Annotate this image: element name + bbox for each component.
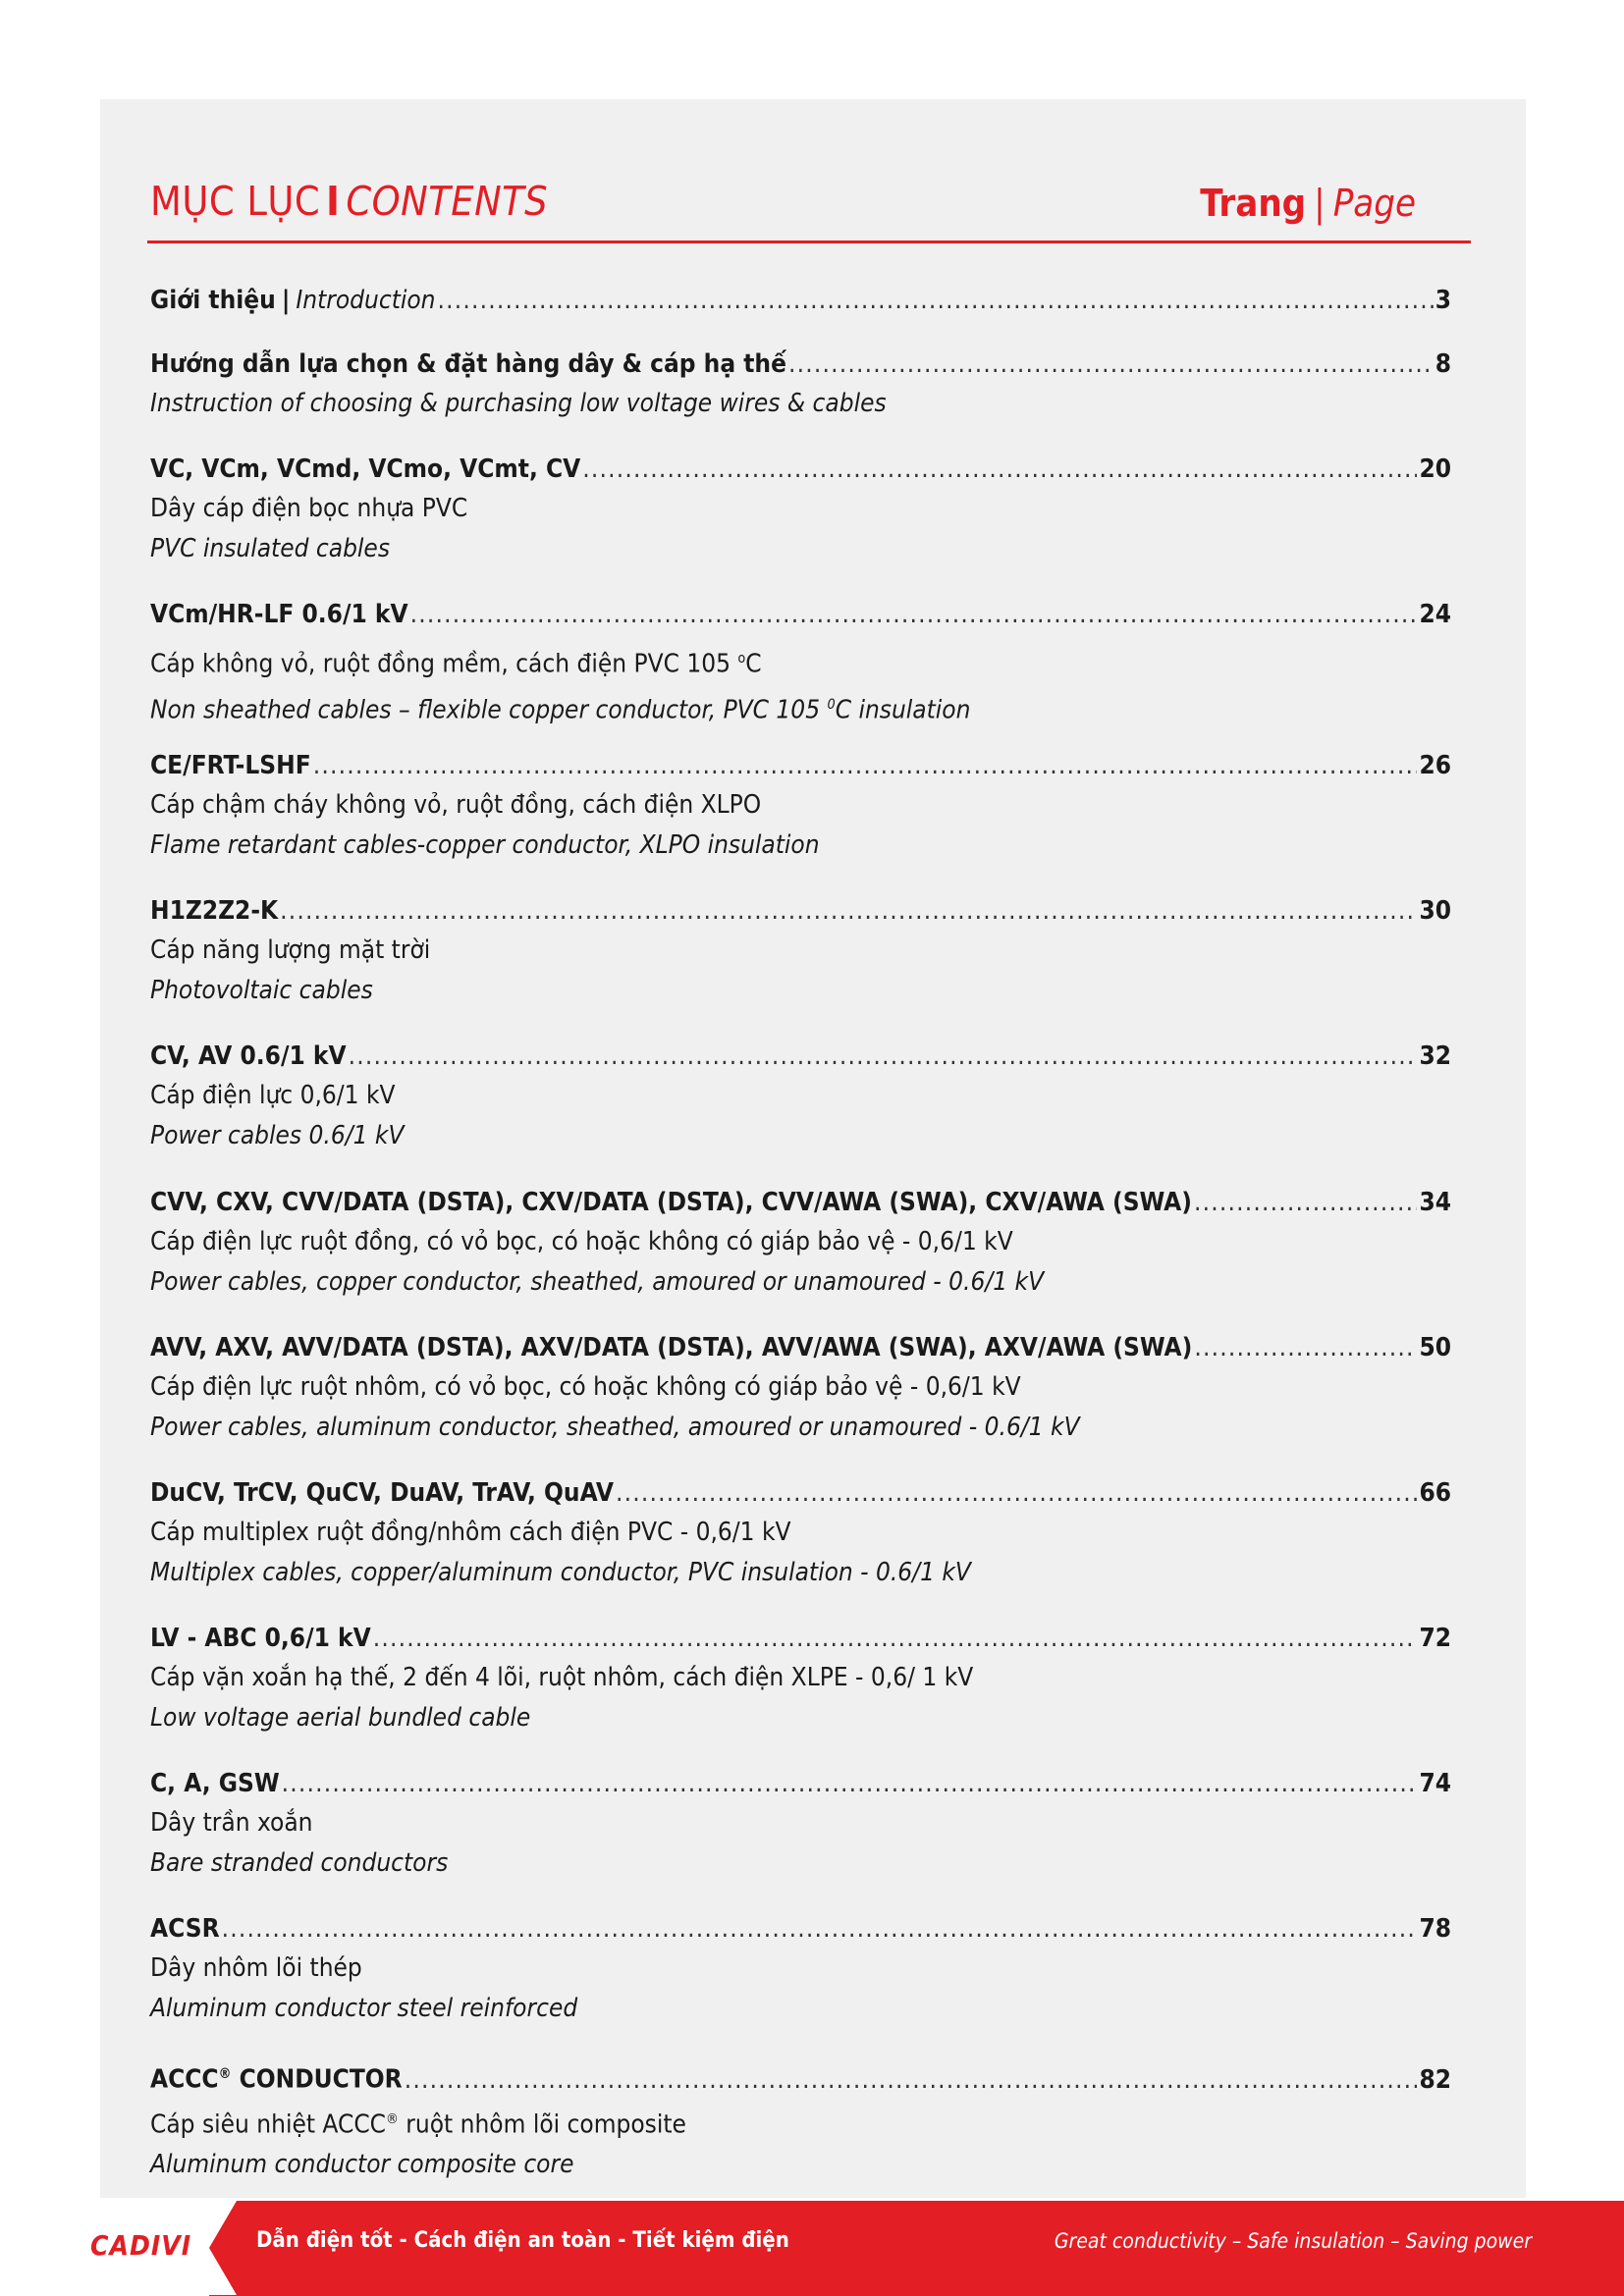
dot-leader (788, 345, 1434, 384)
toc-entry-cv-av[interactable] (150, 1037, 1451, 1156)
toc-entry-subtitle-vi: Cáp điện lực ruột đồng, có vỏ bọc, có hoặc không có giáp bảo vệ - 0,6/1 kV (150, 1227, 1013, 1256)
toc-entry-title: DuCV, TrCV, QuCV, DuAV, TrAV, QuAV (150, 1478, 615, 1508)
toc-entry-cvv-cxv[interactable] (150, 1183, 1451, 1303)
toc-entry-page: 50 (1419, 1333, 1451, 1362)
cadivi-logo: CADIVI (90, 2229, 192, 2262)
toc-entry-page: 30 (1419, 896, 1451, 926)
toc-entry-subtitle-en: Aluminum conductor steel reinforced (150, 1994, 578, 2023)
toc-entry-title: Hướng dẫn lựa chọn & đặt hàng dây & cáp hạ thế (150, 349, 786, 379)
toc-entry-subtitle-vi: Cáp vặn xoắn hạ thế, 2 đến 4 lõi, ruột nhôm, cách điện XLPE - 0,6/ 1 kV (150, 1663, 974, 1692)
footer-slogan-vi: Dẫn điện tốt - Cách điện an toàn - Tiết kiệm điện (256, 2228, 789, 2253)
toc-entry-subtitle-en: Bare stranded conductors (150, 1848, 449, 1878)
toc-entry-title: ACCC® CONDUCTOR (150, 2064, 403, 2095)
toc-entry-acsr[interactable] (150, 1909, 1451, 2029)
toc-entry-subtitle-vi: Cáp chậm cháy không vỏ, ruột đồng, cách điện XLPO (150, 790, 762, 820)
dot-leader (438, 281, 1434, 320)
toc-entry-title: H1Z2Z2-K (150, 896, 279, 926)
toc-entry-title: C, A, GSW (150, 1769, 280, 1798)
toc-entry-ce-frt-lshf[interactable] (150, 746, 1451, 866)
toc-title-separator: I (326, 178, 341, 225)
toc-entry-page: 78 (1419, 1914, 1451, 1944)
toc-entry-subtitle-vi: Cáp không vỏ, ruột đồng mềm, cách điện PVC 105 $^o$C (150, 649, 762, 679)
toc-entry-multiplex[interactable] (150, 1473, 1451, 1593)
toc-entry-vc-cv[interactable] (150, 450, 1451, 569)
toc-entry-h1z2z2-k[interactable] (150, 891, 1451, 1011)
dot-leader (280, 891, 1417, 931)
toc-entry-avv-axv[interactable] (150, 1328, 1451, 1448)
toc-entry-subtitle-vi: Dây nhôm lõi thép (150, 1953, 362, 1983)
toc-entry-subtitle-en: Non sheathed cables – flexible copper conductor, PVC 105 $^0$C insulation (150, 695, 971, 725)
dot-leader (373, 1619, 1418, 1658)
toc-entry-subtitle-vi: Dây cáp điện bọc nhựa PVC (150, 494, 468, 523)
toc-entry-page: 34 (1419, 1188, 1451, 1217)
page-label-vi: Trang (1200, 182, 1307, 225)
page-label-separator: | (1314, 182, 1326, 225)
toc-entry-page: 8 (1435, 349, 1451, 379)
dot-leader (222, 1909, 1418, 1949)
footer-slogan-en: Great conductivity – Safe insulation – Saving power (1054, 2229, 1532, 2253)
dot-leader (582, 450, 1417, 489)
toc-entry-subtitle-en: Low voltage aerial bundled cable (150, 1703, 531, 1733)
toc-entry-page: 32 (1419, 1041, 1451, 1071)
toc-entry-title: VC, VCm, VCmd, VCmo, VCmt, CV (150, 454, 581, 484)
toc-entry-title: LV - ABC 0,6/1 kV (150, 1624, 371, 1653)
toc-entry-page: 72 (1419, 1624, 1451, 1653)
toc-entry-subtitle-vi: Cáp siêu nhiệt ACCC® ruột nhôm lõi composite (150, 2109, 686, 2140)
toc-entry-page: 3 (1435, 286, 1451, 315)
dot-leader (313, 746, 1418, 785)
page-column-label (1200, 182, 1416, 225)
toc-entry-title: AVV, AXV, AVV/DATA (DSTA), AXV/DATA (DSTA), AVV/AWA (SWA), AXV/AWA (SWA) (150, 1333, 1193, 1362)
toc-entry-subtitle-vi: Dây trần xoắn (150, 1808, 313, 1838)
toc-entry-page: 26 (1419, 751, 1451, 780)
toc-entry-page: 74 (1419, 1769, 1451, 1798)
toc-entry-title: CVV, CXV, CVV/DATA (DSTA), CXV/DATA (DSTA), CVV/AWA (SWA), CXV/AWA (SWA) (150, 1188, 1192, 1217)
toc-entry-introduction[interactable] (150, 281, 1451, 320)
toc-entry-selection-guide[interactable] (150, 345, 1451, 424)
toc-entry-subtitle-en: PVC insulated cables (150, 534, 391, 563)
toc-entry-page: 82 (1419, 2064, 1451, 2095)
footer-notch (209, 2201, 237, 2295)
toc-entry-subtitle-en: Power cables, aluminum conductor, sheathed, amoured or unamoured - 0.6/1 kV (150, 1413, 1080, 1442)
dot-leader (616, 1473, 1417, 1513)
toc-entry-c-a-gsw[interactable] (150, 1764, 1451, 1884)
toc-title (150, 178, 548, 225)
toc-entry-subtitle-vi: Cáp multiplex ruột đồng/nhôm cách điện PVC - 0,6/1 kV (150, 1518, 791, 1547)
toc-title-vi: MỤC LỤC (150, 178, 321, 225)
dot-leader (405, 2060, 1418, 2100)
dot-leader (1194, 1328, 1417, 1367)
toc-entry-title: CE/FRT-LSHF (150, 751, 311, 780)
toc-entry-title: CV, AV 0.6/1 kV (150, 1041, 347, 1071)
toc-entry-accc-conductor[interactable] (150, 2055, 1451, 2185)
toc-entry-subtitle-en: Aluminum conductor composite core (150, 2150, 574, 2180)
dot-leader (410, 595, 1418, 634)
toc-entry-title: VCm/HR-LF 0.6/1 kV (150, 600, 408, 629)
toc-entry-page: 66 (1419, 1478, 1451, 1508)
toc-entry-page: 20 (1419, 454, 1451, 484)
footer-bar (0, 2201, 1624, 2296)
toc-entry-subtitle-en: Flame retardant cables-copper conductor, XLPO insulation (150, 830, 820, 860)
dot-leader (349, 1037, 1418, 1076)
toc-entry-lv-abc[interactable] (150, 1619, 1451, 1738)
dot-leader (282, 1764, 1418, 1803)
toc-heading (147, 172, 1471, 243)
toc-title-en: CONTENTS (346, 178, 549, 225)
toc-entry-title: ACSR (150, 1914, 220, 1944)
toc-entry-vcm-hr-lf[interactable] (150, 595, 1451, 730)
toc-entry-subtitle-vi: Cáp năng lượng mặt trời (150, 935, 431, 965)
page-label-en: Page (1332, 182, 1416, 225)
toc-entry-page: 24 (1419, 600, 1451, 629)
toc-entry-subtitle-en: Instruction of choosing & purchasing low voltage wires & cables (150, 389, 887, 418)
toc-entry-subtitle-en: Photovoltaic cables (150, 976, 373, 1005)
toc-entry-subtitle-en: Multiplex cables, copper/aluminum conductor, PVC insulation - 0.6/1 kV (150, 1558, 971, 1587)
toc-entry-title: Giới thiệu | Introduction (150, 286, 436, 315)
toc-entry-subtitle-en: Power cables 0.6/1 kV (150, 1121, 405, 1150)
toc-entry-subtitle-vi: Cáp điện lực 0,6/1 kV (150, 1081, 396, 1110)
toc-entry-subtitle-en: Power cables, copper conductor, sheathed, amoured or unamoured - 0.6/1 kV (150, 1267, 1045, 1297)
toc-entry-subtitle-vi: Cáp điện lực ruột nhôm, có vỏ bọc, có hoặc không có giáp bảo vệ - 0,6/1 kV (150, 1372, 1021, 1402)
dot-leader (1194, 1183, 1417, 1222)
